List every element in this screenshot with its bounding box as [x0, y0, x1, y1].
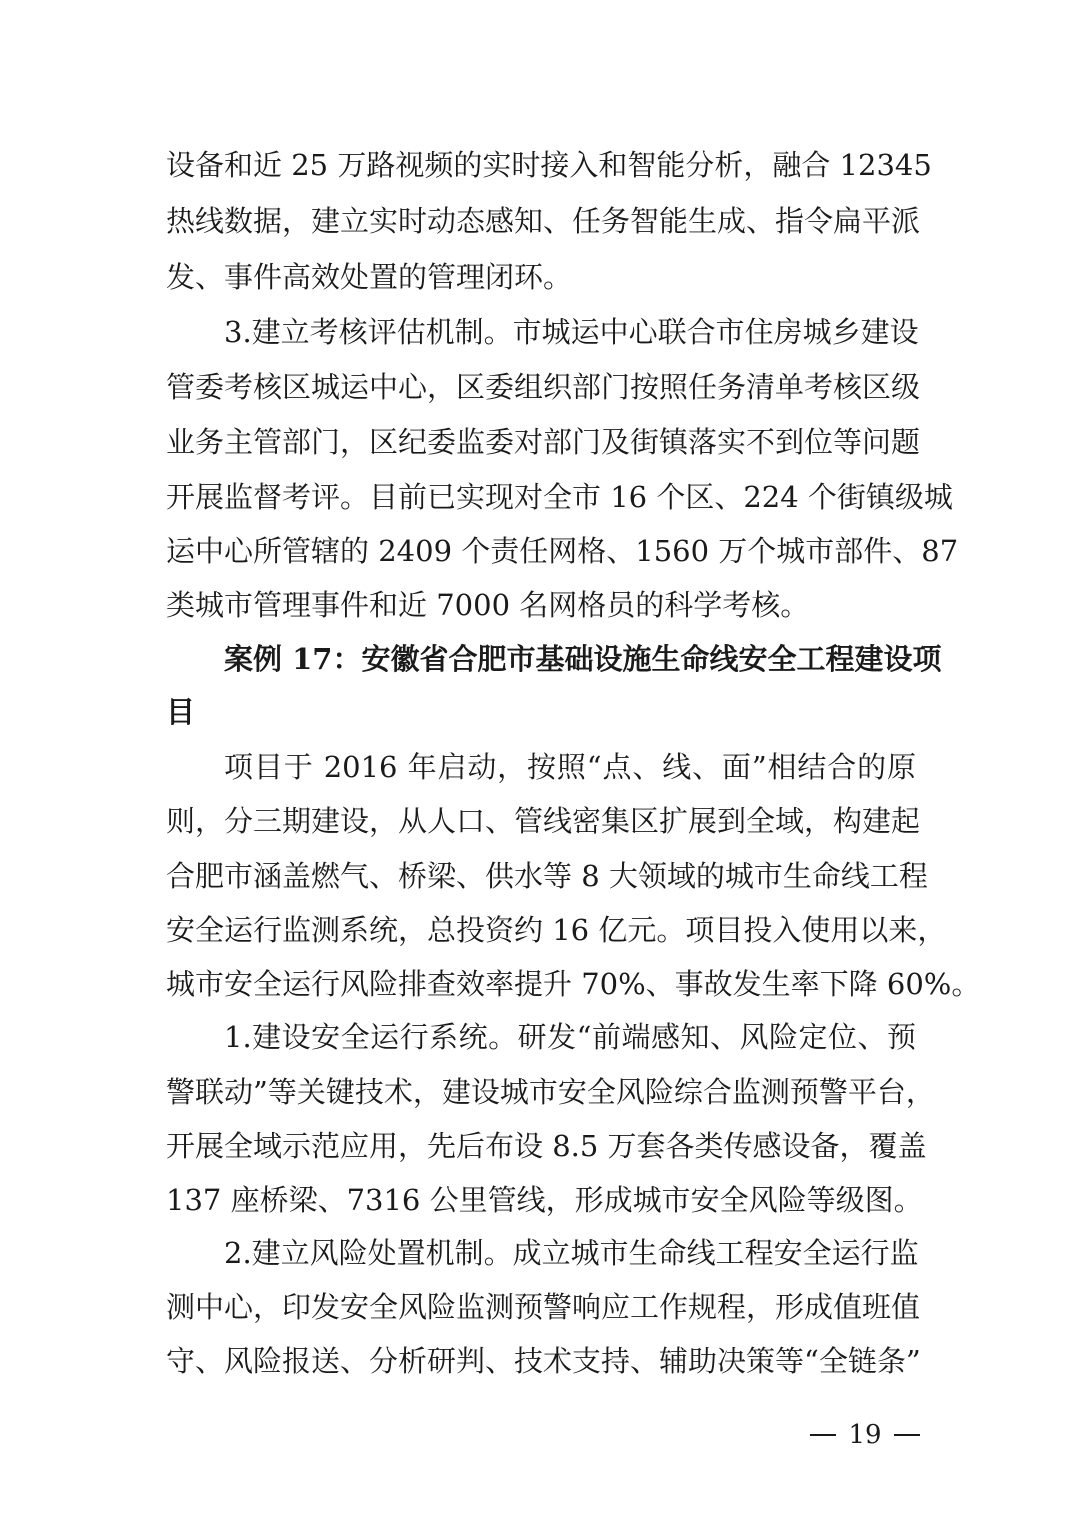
body-text-line: 城市安全运行风险排查效率提升 70%、事故发生率下降 60%。 — [166, 967, 981, 1001]
body-text-line: 发、事件高效处置的管理闭环。 — [166, 260, 573, 294]
body-text-line: 类城市管理事件和近 7000 名网格员的科学考核。 — [166, 588, 810, 622]
body-text-line: 开展全域示范应用，先后布设 8.5 万套各类传感设备，覆盖 — [166, 1129, 927, 1163]
dash-right — [894, 1434, 920, 1436]
body-text-line: 则，分三期建设，从人口、管线密集区扩展到全域，构建起 — [166, 804, 921, 838]
body-text-line: 运中心所管辖的 2409 个责任网格、1560 万个城市部件、87 — [166, 534, 959, 568]
body-text-line: 测中心，印发安全风险监测预警响应工作规程，形成值班值 — [166, 1290, 921, 1324]
body-text-line: 项目于 2016 年启动，按照“点、线、面”相结合的原 — [224, 750, 916, 784]
body-text-line: 2.建立风险处置机制。成立城市生命线工程安全运行监 — [224, 1236, 919, 1270]
body-text-line: 设备和近 25 万路视频的实时接入和智能分析，融合 12345 — [166, 148, 932, 182]
body-text-line: 开展监督考评。目前已实现对全市 16 个区、224 个街镇级城 — [166, 480, 953, 514]
body-text-line: 3.建立考核评估机制。市城运中心联合市住房城乡建设 — [224, 315, 919, 349]
dash-left — [810, 1434, 836, 1436]
body-text-line: 137 座桥梁、7316 公里管线，形成城市安全风险等级图。 — [166, 1183, 923, 1217]
body-text-line: 守、风险报送、分析研判、技术支持、辅助决策等“全链条” — [166, 1344, 921, 1378]
body-text-line: 管委考核区城运中心，区委组织部门按照任务清单考核区级 — [166, 370, 921, 404]
body-text-line: 警联动”等关键技术，建设城市安全风险综合监测预警平台， — [166, 1075, 935, 1109]
page-footer — [810, 1418, 920, 1452]
body-text-line: 合肥市涵盖燃气、桥梁、供水等 8 大领域的城市生命线工程 — [166, 859, 928, 893]
body-text-line: 1.建设安全运行系统。研发“前端感知、风险定位、预 — [224, 1020, 916, 1054]
case-heading: 案例 17：安徽省合肥市基础设施生命线安全工程建设项 — [224, 642, 942, 676]
body-text-line: 安全运行监测系统，总投资约 16 亿元。项目投入使用以来， — [166, 913, 947, 947]
body-text-line: 业务主管部门，区纪委监委对部门及街镇落实不到位等问题 — [166, 425, 921, 459]
page-number: 19 — [848, 1420, 882, 1450]
body-text-line: 热线数据，建立实时动态感知、任务智能生成、指令扁平派 — [166, 204, 921, 238]
case-heading: 目 — [166, 695, 196, 729]
